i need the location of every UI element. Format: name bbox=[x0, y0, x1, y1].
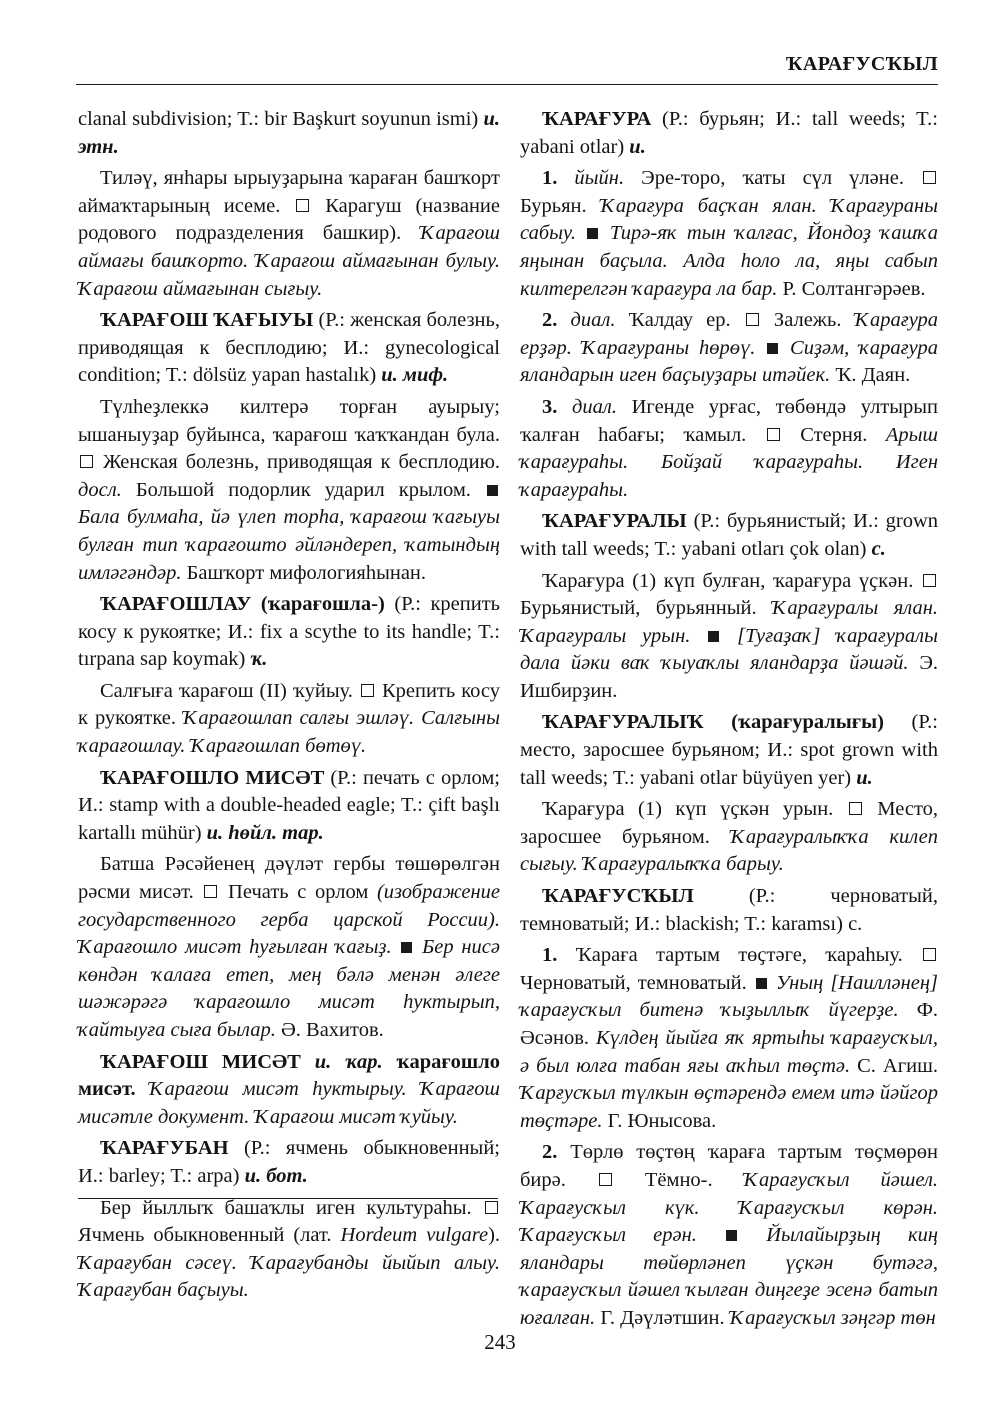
quote-marker-icon bbox=[401, 942, 412, 953]
definition: Батша Рәсәйенең дәүләт гербы төшөрөлгән рәсми мисәт. Печать с орлом (изображение государственного герба царской России). Ҡарағошло мисәт һуғылған ҡағыҙ. Бер нисә көндән ҡалаға етеп, мең бәлә менән әлеге шәжәрәгә ҡарағошло мисәт һуктырып, ҡайтыуға сыға былар. Ә. Вахитов. bbox=[78, 853, 501, 1041]
page-number: 243 bbox=[484, 1330, 516, 1354]
translation-marker-icon bbox=[361, 684, 374, 697]
dictionary-entry: ҠАРАҒУРА (Р.: бурьян; И.: tall weeds; T.: yabani otlar) и. bbox=[520, 108, 938, 158]
headword: ҠАРАҒОШЛО МИСӘТ bbox=[100, 766, 325, 789]
translation-marker-icon bbox=[923, 948, 936, 961]
quote-marker-icon bbox=[487, 485, 498, 496]
dictionary-entry: ҠАРАҒОШЛАУ (ҡарағошла-) (Р.: крепить косу к рукоятке; И.: fix a scythe to its handle; T.: tırpana sap koymak) ҡ. bbox=[78, 593, 501, 671]
definition: Түлһеҙлеккә килтерә торған ауырыу; ышаныуҙар буйынса, ҡарағош ҡаҡҡандан була. Женская болезнь, приводящая к бесплодию. досл. Большой подорлик ударил крылом. Бала булмаһа, йә үлеп торһа, ҡарағош ҡағыуы булған тип ҡарағошто әйләндереп, ҡатындың имләгәндәр. Башҡорт мифологияһынан. bbox=[78, 395, 501, 584]
dictionary-entry: ҠАРАҒУРАЛЫ (Р.: бурьянистый; И.: grown with tall weeds; T.: yabani otları çok olan) с. bbox=[520, 510, 938, 560]
translation-marker-icon bbox=[296, 199, 309, 212]
sense: 2. Төрлө төҫтөң ҡараға тартым төҫмөрөн бирә. Тёмно-. Ҡарағусҡыл йәшел. Ҡарағусҡыл күк. Ҡарағусҡыл көрән. Ҡарағусҡыл ерән. Йылайырҙың киң яландары төйөрләнеп үҫкән бутәгә, ҡарағусҡыл йәшел ҡылған диңгеҙе эсенә батып юғалған. Г. Дәүләтшин. Ҡарағусҡыл зәңгәр төн bbox=[520, 1141, 939, 1329]
dictionary-entry: ҠАРАҒУБАН (Р.: ячмень обыкновенный; И.: barley; T.: arpa) и. бот. bbox=[78, 1137, 500, 1187]
left-column bbox=[78, 106, 500, 1309]
running-head: ҠАРАҒУСҠЫЛ bbox=[785, 53, 938, 75]
entry-continuation: clanal subdivision; T.: bir Başkurt soyunun ismi) и. этн. bbox=[78, 108, 501, 158]
sense: 3. диал. Игенде урғас, төбөндә ултырып ҡалған һабағы; ҡамыл. Стерня. Арыш ҡарағураһы. Бойҙай ҡарағураһы. Иген ҡарағураһы. bbox=[520, 395, 939, 501]
right-column bbox=[520, 106, 938, 1337]
translation-marker-icon bbox=[849, 802, 862, 815]
dictionary-entry: ҠАРАҒОШЛО МИСӘТ (Р.: печать с орлом; И.: stamp with a double-headed eagle; T.: çift başlı kartallı mühür) и. һөйл. тар. bbox=[78, 766, 500, 844]
header-rule bbox=[76, 84, 938, 85]
sense: 2. диал. Ҡалдау ер. Залежь. Ҡарағура ерҙәр. Ҡарағураны һөрөү. Сиҙәм, ҡарағура яландарын иген баҫыуҙары итәйек. Ҡ. Даян. bbox=[520, 309, 939, 387]
dictionary-entry: ҠАРАҒОШ МИСӘТ и. ҡар. ҡарағошло мисәт. Ҡарағош мисәт һуктырыу. Ҡарағош мисәтле документ. Ҡарағош мисәт ҡуйыу. bbox=[78, 1050, 500, 1128]
headword: ҠАРАҒУБАН bbox=[100, 1137, 229, 1160]
translation-marker-icon bbox=[80, 455, 93, 468]
quote-marker-icon bbox=[726, 1230, 737, 1241]
dictionary-entry: ҠАРАҒУРАЛЫҠ (ҡарағуралығы) (Р.: место, заросшее бурьяном; И.: spot grown with tall weeds; T.: yabani otlar büyüyen yer) и. bbox=[520, 711, 939, 789]
headword: ҠАРАҒОШ МИСӘТ bbox=[100, 1050, 301, 1073]
definition: Тиләү, янһары ырыуҙарына ҡараған башҡорт аймаҡтарының исеме. Карагуш (название родового подразделения башкир). Ҡарағош аймағы башҡорто. Ҡарағош аймағынан булыу. Ҡарағош аймағынан сығыу. bbox=[78, 167, 501, 300]
headword: ҠАРАҒУРАЛЫҠ bbox=[542, 711, 704, 734]
headword: ҠАРАҒОШ ҠАҒЫУЫ bbox=[100, 309, 314, 332]
definition: Бер йыллыҡ башаҡлы иген культураһы. Ячмень обыкновенный (лат. Hordeum vulgare). Ҡарағубан сәсеү. Ҡарағубанды йыйып алыу. Ҡарағубан баҫыуы. bbox=[78, 1196, 501, 1302]
quote-marker-icon bbox=[587, 228, 598, 239]
quote-marker-icon bbox=[767, 343, 778, 354]
headword: ҠАРАҒУРАЛЫ bbox=[542, 510, 687, 533]
translation-marker-icon bbox=[767, 428, 780, 441]
sense: 1. Ҡараға тартым төҫтәге, ҡараһыу. Черноватый, темноватый. Уның [Наилләнең] ҡарағусҡыл битенә ҡыҙыллыҡ йүгерҙе. Ф. Әсәнов. Күлдең йыйға яҡ яртыһы ҡарағусҡыл, ә был юлға табан яғы аҡһыл төҫтә. С. Агиш. Ҡарғусҡыл түлкын өҫтәрендә емем итә йәйгор төҫтәре. Г. Юнысова. bbox=[520, 944, 939, 1132]
definition: Ҡарағура (1) күп булған, ҡарағура үҫкән. Бурьянистый, бурьянный. Ҡарағуралы ялан. Ҡарағуралы урын. [Туғаҙаҡ] ҡарағуралы дала йәки ваҡ ҡыуаҡлы яландарҙа йәшәй. Э. Ишбирҙин. bbox=[520, 569, 939, 702]
quote-marker-icon bbox=[708, 631, 719, 642]
translation-marker-icon bbox=[923, 574, 936, 587]
definition: Ҡарағура (1) күп үҫкән урын. Место, заросшее бурьяном. Ҡарағуралыҡҡа килеп сығыу. Ҡарағуралыҡҡа барыу. bbox=[520, 798, 939, 876]
definition: Салғыға ҡарағош (II) ҡуйыу. Крепить косу к рукоятке. Ҡарағошлап салғы эшләү. Салғыны ҡарағошлау. Ҡарағошлап бөтөү. bbox=[78, 679, 501, 758]
translation-marker-icon bbox=[599, 1173, 612, 1186]
column-end-rule bbox=[78, 1198, 498, 1199]
headword: ҠАРАҒУРА bbox=[542, 108, 652, 130]
headword: ҠАРАҒОШЛАУ bbox=[100, 593, 252, 616]
dictionary-entry: ҠАРАҒОШ ҠАҒЫУЫ (Р.: женская болезнь, приводящая к бесплодию; И.: gynecological condition; T.: dölsüz yapan hastalık) и. миф. bbox=[78, 309, 501, 387]
sense: 1. йыйн. Эре-торо, ҡаты сүл үләне. Бурьян. Ҡарағура баҫҡан ялан. Ҡарағураны сабыу. Тирә-яҡ тын ҡалғас, Йондоҙ ҡашҡа яңынан баҫыла. Алда һоло ла, яңы сабып килтерелгән ҡарағура ла бар. Р. Солтангәрәев. bbox=[520, 167, 939, 300]
translation-marker-icon bbox=[923, 171, 936, 184]
translation-marker-icon bbox=[485, 1201, 498, 1214]
translation-marker-icon bbox=[204, 885, 217, 898]
translation-marker-icon bbox=[746, 313, 759, 326]
quote-marker-icon bbox=[756, 978, 767, 989]
dictionary-entry: ҠАРАҒУСҠЫЛ (Р.: черноватый, темноватый; И.: blackish; T.: karamsı) с. bbox=[520, 885, 939, 935]
headword: ҠАРАҒУСҠЫЛ bbox=[542, 885, 694, 908]
